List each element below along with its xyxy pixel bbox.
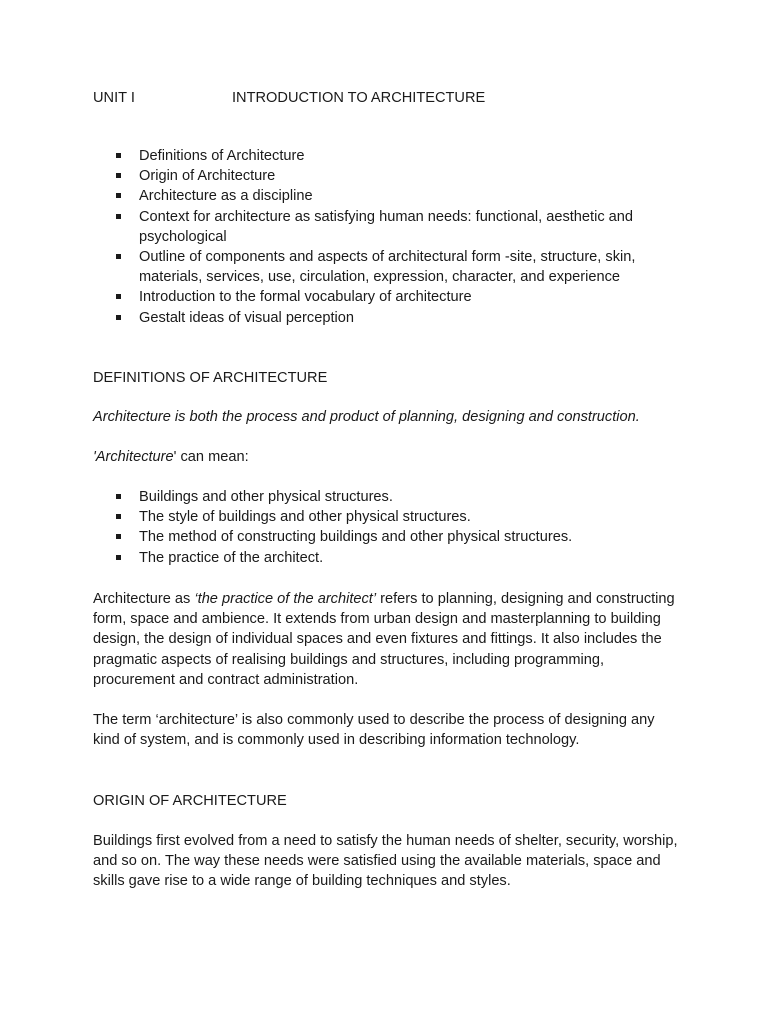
list-item: Buildings and other physical structures.	[93, 487, 683, 507]
list-item: Context for architecture as satisfying human needs: functional, aesthetic and psychological	[93, 207, 683, 247]
meanings-list	[93, 487, 683, 568]
topics-list	[93, 146, 683, 328]
practice-paragraph-block	[93, 589, 683, 690]
practice-paragraph-start: Architecture as	[93, 591, 195, 607]
definitions-heading-block	[93, 368, 683, 388]
meanings-list-block	[93, 487, 683, 568]
unit-header	[93, 88, 683, 108]
can-mean-line	[93, 447, 683, 467]
origin-paragraph-block	[93, 831, 683, 892]
term-paragraph-block	[93, 710, 683, 750]
can-mean-block	[93, 447, 683, 467]
section-heading-origin: ORIGIN OF ARCHITECTURE	[93, 793, 287, 809]
term-paragraph: The term ‘architecture’ is also commonly used to describe the process of designing any kind of system, and is commonly used in describing information technology.	[93, 712, 655, 749]
list-item: Introduction to the formal vocabulary of architecture	[93, 287, 683, 307]
list-item: Definitions of Architecture	[93, 146, 683, 166]
definitions-lead: Architecture is both the process and product of planning, designing and construction.	[93, 409, 640, 425]
unit-title: INTRODUCTION TO ARCHITECTURE	[232, 90, 486, 106]
origin-heading-block	[93, 791, 683, 811]
practice-paragraph-italic: ‘the practice of the architect’	[194, 591, 377, 607]
list-item: Architecture as a discipline	[93, 186, 683, 206]
practice-paragraph-rest: refers to planning, designing and constructing form, space and ambience. It extends from urban design and masterplanning to building design, the design of individual spaces and even fixtures and fittings. It also includes the pragmatic aspects of realising buildings and structures, including programming, procurement and contract administration.	[93, 591, 675, 688]
list-item: The practice of the architect.	[93, 548, 683, 568]
can-mean-term: 'Architecture	[93, 449, 174, 465]
definitions-lead-block	[93, 407, 683, 427]
list-item: Gestalt ideas of visual perception	[93, 308, 683, 328]
section-heading-definitions: DEFINITIONS OF ARCHITECTURE	[93, 370, 328, 386]
list-item: The method of constructing buildings and other physical structures.	[93, 527, 683, 547]
list-item: Origin of Architecture	[93, 166, 683, 186]
list-item: Outline of components and aspects of architectural form -site, structure, skin, materials, services, use, circulation, expression, character, and experience	[93, 247, 683, 287]
practice-paragraph	[93, 589, 683, 690]
can-mean-rest: ' can mean:	[173, 449, 249, 465]
unit-label: UNIT I	[93, 90, 135, 106]
topics-list-block	[93, 146, 683, 328]
list-item: The style of buildings and other physical structures.	[93, 507, 683, 527]
origin-paragraph: Buildings first evolved from a need to satisfy the human needs of shelter, security, worship, and so on. The way these needs were satisfied using the available materials, space and skills gave rise to a wide range of building techniques and styles.	[93, 833, 678, 890]
